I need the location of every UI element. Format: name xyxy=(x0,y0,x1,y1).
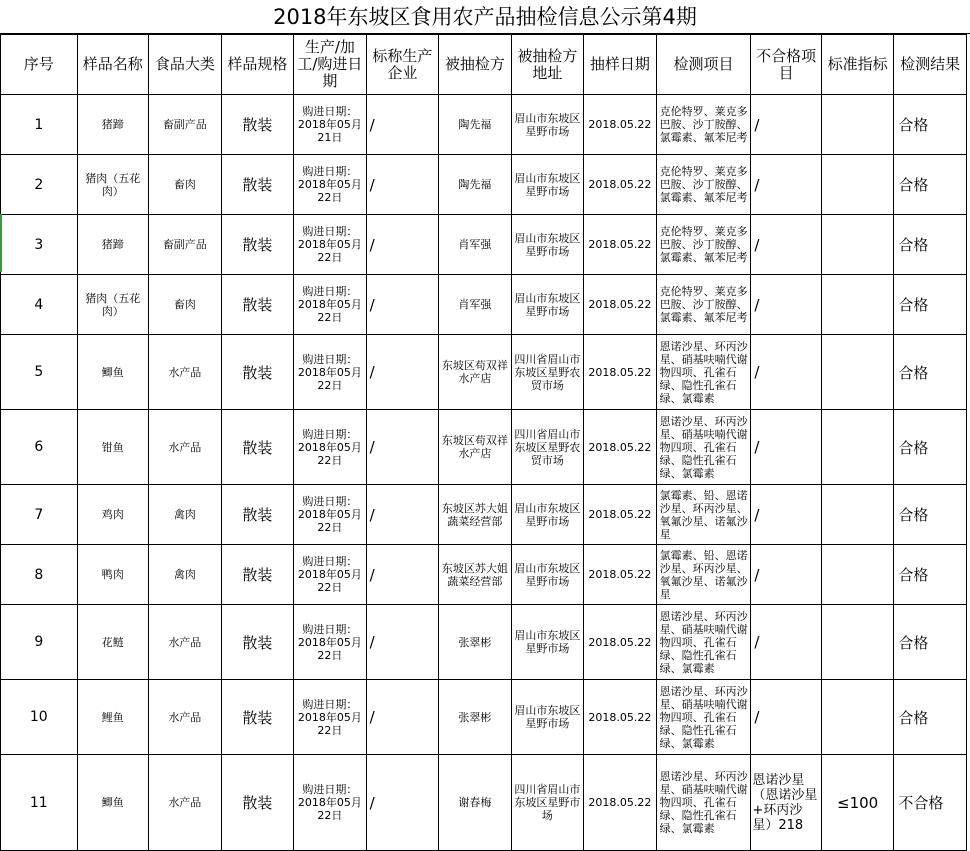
sampled-address-cell: 四川省眉山市东坡区星野市场 xyxy=(511,755,584,851)
test-items-cell: 恩诺沙星、环丙沙星、硝基呋喃代谢物四项、孔雀石绿、隐性孔雀石绿、氯霉素 xyxy=(656,605,751,680)
unqualified-item-cell: / xyxy=(751,410,822,485)
header-cell: 样品规格 xyxy=(221,35,294,95)
header-cell: 抽样日期 xyxy=(584,35,657,95)
standard-limit-cell xyxy=(821,335,894,410)
row-number-cell: 10 xyxy=(1,680,78,755)
row-selection-marker xyxy=(0,214,2,272)
header-cell: 检测结果 xyxy=(894,35,967,95)
sample-spec-cell: 散装 xyxy=(221,335,294,410)
test-items-cell: 克伦特罗、莱克多巴胺、沙丁胺醇、氯霉素、氟苯尼考 xyxy=(656,95,751,155)
sample-name-cell: 猪肉（五花肉） xyxy=(77,275,149,335)
sample-name-cell: 鸭肉 xyxy=(77,545,149,605)
sample-name-cell: 猪蹄 xyxy=(77,215,149,275)
header-cell: 序号 xyxy=(1,35,78,95)
unqualified-item-cell: / xyxy=(751,95,822,155)
food-category-cell: 畜肉 xyxy=(149,275,222,335)
food-category-cell: 水产品 xyxy=(149,680,222,755)
sample-name-cell: 鲫鱼 xyxy=(77,755,149,851)
header-cell: 被抽检方地址 xyxy=(511,35,584,95)
sample-spec-cell: 散装 xyxy=(221,485,294,545)
sample-name-cell: 钳鱼 xyxy=(77,410,149,485)
test-items-cell: 恩诺沙星、环丙沙星、硝基呋喃代谢物四项、孔雀石绿、隐性孔雀石绿、氯霉素 xyxy=(656,335,751,410)
producer-cell: / xyxy=(366,155,439,215)
sample-spec-cell: 散装 xyxy=(221,215,294,275)
producer-cell: / xyxy=(366,680,439,755)
sample-spec-cell: 散装 xyxy=(221,545,294,605)
header-cell: 被抽检方 xyxy=(439,35,512,95)
sample-spec-cell: 散装 xyxy=(221,410,294,485)
sampling-date-cell: 2018.05.22 xyxy=(584,605,657,680)
purchase-date-cell: 购进日期：2018年05月22日 xyxy=(294,275,367,335)
sampled-party-cell: 东坡区苟双祥水产店 xyxy=(439,410,512,485)
row-number-cell: 11 xyxy=(1,755,78,851)
header-cell: 检测项目 xyxy=(656,35,751,95)
standard-limit-cell xyxy=(821,95,894,155)
standard-limit-cell xyxy=(821,410,894,485)
sampled-party-cell: 陶先福 xyxy=(439,155,512,215)
food-category-cell: 水产品 xyxy=(149,410,222,485)
sample-spec-cell: 散装 xyxy=(221,605,294,680)
row-number-cell: 4 xyxy=(1,275,78,335)
sampled-address-cell: 眉山市东坡区星野市场 xyxy=(511,275,584,335)
sample-name-cell: 猪蹄 xyxy=(77,95,149,155)
row-number-cell: 1 xyxy=(1,95,78,155)
sampled-address-cell: 眉山市东坡区星野市场 xyxy=(511,95,584,155)
header-row xyxy=(1,35,967,95)
food-category-cell: 畜副产品 xyxy=(149,95,222,155)
test-result-cell: 不合格 xyxy=(894,755,967,851)
sampled-address-cell: 眉山市东坡区星野市场 xyxy=(511,680,584,755)
sampling-date-cell: 2018.05.22 xyxy=(584,680,657,755)
sample-spec-cell: 散装 xyxy=(221,155,294,215)
unqualified-item-cell: 恩诺沙星（恩诺沙星+环丙沙星）218 xyxy=(751,755,822,851)
unqualified-item-cell: / xyxy=(751,545,822,605)
standard-limit-cell xyxy=(821,545,894,605)
test-result-cell: 合格 xyxy=(894,485,967,545)
row-number-cell: 5 xyxy=(1,335,78,410)
standard-limit-cell xyxy=(821,155,894,215)
header-cell: 食品大类 xyxy=(149,35,222,95)
sampling-date-cell: 2018.05.22 xyxy=(584,155,657,215)
sampled-address-cell: 眉山市东坡区星野市场 xyxy=(511,605,584,680)
purchase-date-cell: 购进日期：2018年05月22日 xyxy=(294,215,367,275)
table-row xyxy=(1,155,967,215)
test-items-cell: 克伦特罗、莱克多巴胺、沙丁胺醇、氯霉素、氟苯尼考 xyxy=(656,215,751,275)
header-cell: 样品名称 xyxy=(77,35,149,95)
table-row xyxy=(1,755,967,851)
food-category-cell: 畜肉 xyxy=(149,155,222,215)
sampled-party-cell: 东坡区苏大姐蔬菜经营部 xyxy=(439,485,512,545)
standard-limit-cell xyxy=(821,680,894,755)
sampled-address-cell: 眉山市东坡区星野市场 xyxy=(511,545,584,605)
sampling-date-cell: 2018.05.22 xyxy=(584,485,657,545)
unqualified-item-cell: / xyxy=(751,275,822,335)
sampled-party-cell: 东坡区苟双祥水产店 xyxy=(439,335,512,410)
food-category-cell: 水产品 xyxy=(149,605,222,680)
standard-limit-cell: ≤100 xyxy=(821,755,894,851)
purchase-date-cell: 购进日期：2018年05月21日 xyxy=(294,95,367,155)
test-result-cell: 合格 xyxy=(894,335,967,410)
sampling-date-cell: 2018.05.22 xyxy=(584,335,657,410)
test-items-cell: 恩诺沙星、环丙沙星、硝基呋喃代谢物四项、孔雀石绿、隐性孔雀石绿、氯霉素 xyxy=(656,755,751,851)
sample-name-cell: 花鲢 xyxy=(77,605,149,680)
sample-spec-cell: 散装 xyxy=(221,95,294,155)
sample-name-cell: 鸡肉 xyxy=(77,485,149,545)
food-category-cell: 水产品 xyxy=(149,335,222,410)
unqualified-item-cell: / xyxy=(751,155,822,215)
sample-spec-cell: 散装 xyxy=(221,680,294,755)
sampled-address-cell: 眉山市东坡区星野市场 xyxy=(511,485,584,545)
table-row xyxy=(1,605,967,680)
producer-cell: / xyxy=(366,755,439,851)
sampled-address-cell: 四川省眉山市东坡区星野农贸市场 xyxy=(511,335,584,410)
producer-cell: / xyxy=(366,545,439,605)
row-number-cell: 9 xyxy=(1,605,78,680)
producer-cell: / xyxy=(366,485,439,545)
row-number-cell: 8 xyxy=(1,545,78,605)
sample-name-cell: 猪肉（五花肉） xyxy=(77,155,149,215)
sample-name-cell: 鲤鱼 xyxy=(77,680,149,755)
test-result-cell: 合格 xyxy=(894,215,967,275)
test-items-cell: 克伦特罗、莱克多巴胺、沙丁胺醇、氯霉素、氟苯尼考 xyxy=(656,155,751,215)
test-items-cell: 氯霉素、铅、恩诺沙星、环丙沙星、氧氟沙星、诺氟沙星 xyxy=(656,485,751,545)
test-result-cell: 合格 xyxy=(894,605,967,680)
row-number-cell: 2 xyxy=(1,155,78,215)
standard-limit-cell xyxy=(821,275,894,335)
unqualified-item-cell: / xyxy=(751,485,822,545)
test-result-cell: 合格 xyxy=(894,410,967,485)
test-result-cell: 合格 xyxy=(894,545,967,605)
table-row xyxy=(1,485,967,545)
sampling-date-cell: 2018.05.22 xyxy=(584,545,657,605)
sampled-address-cell: 四川省眉山市东坡区星野农贸市场 xyxy=(511,410,584,485)
food-category-cell: 禽肉 xyxy=(149,545,222,605)
standard-limit-cell xyxy=(821,215,894,275)
inspection-table xyxy=(0,34,967,851)
unqualified-item-cell: / xyxy=(751,335,822,410)
purchase-date-cell: 购进日期：2018年05月22日 xyxy=(294,335,367,410)
purchase-date-cell: 购进日期：2018年05月22日 xyxy=(294,680,367,755)
sampled-address-cell: 眉山市东坡区星野市场 xyxy=(511,215,584,275)
sampling-date-cell: 2018.05.22 xyxy=(584,755,657,851)
unqualified-item-cell: / xyxy=(751,680,822,755)
sampled-party-cell: 东坡区苏大姐蔬菜经营部 xyxy=(439,545,512,605)
table-row xyxy=(1,545,967,605)
unqualified-item-cell: / xyxy=(751,215,822,275)
sample-spec-cell: 散装 xyxy=(221,275,294,335)
producer-cell: / xyxy=(366,605,439,680)
sampling-date-cell: 2018.05.22 xyxy=(584,275,657,335)
header-cell: 生产/加工/购进日期 xyxy=(294,35,367,95)
sampled-party-cell: 肖军强 xyxy=(439,275,512,335)
row-number-cell: 3 xyxy=(1,215,78,275)
sample-name-cell: 鲫鱼 xyxy=(77,335,149,410)
purchase-date-cell: 购进日期：2018年05月22日 xyxy=(294,410,367,485)
purchase-date-cell: 购进日期：2018年05月22日 xyxy=(294,485,367,545)
test-items-cell: 克伦特罗、莱克多巴胺、沙丁胺醇、氯霉素、氟苯尼考 xyxy=(656,275,751,335)
sampled-party-cell: 张翠彬 xyxy=(439,605,512,680)
sampled-party-cell: 陶先福 xyxy=(439,95,512,155)
table-row xyxy=(1,95,967,155)
purchase-date-cell: 购进日期：2018年05月22日 xyxy=(294,545,367,605)
row-number-cell: 6 xyxy=(1,410,78,485)
standard-limit-cell xyxy=(821,485,894,545)
test-result-cell: 合格 xyxy=(894,680,967,755)
producer-cell: / xyxy=(366,215,439,275)
header-cell: 不合格项目 xyxy=(751,35,822,95)
producer-cell: / xyxy=(366,335,439,410)
food-category-cell: 畜副产品 xyxy=(149,215,222,275)
purchase-date-cell: 购进日期：2018年05月22日 xyxy=(294,755,367,851)
sample-spec-cell: 散装 xyxy=(221,755,294,851)
test-result-cell: 合格 xyxy=(894,155,967,215)
food-category-cell: 水产品 xyxy=(149,755,222,851)
purchase-date-cell: 购进日期：2018年05月22日 xyxy=(294,605,367,680)
sampled-party-cell: 张翠彬 xyxy=(439,680,512,755)
test-result-cell: 合格 xyxy=(894,95,967,155)
header-cell: 标准指标 xyxy=(821,35,894,95)
producer-cell: / xyxy=(366,275,439,335)
sampling-date-cell: 2018.05.22 xyxy=(584,95,657,155)
standard-limit-cell xyxy=(821,605,894,680)
table-row xyxy=(1,275,967,335)
purchase-date-cell: 购进日期：2018年05月22日 xyxy=(294,155,367,215)
producer-cell: / xyxy=(366,410,439,485)
sampled-address-cell: 眉山市东坡区星野市场 xyxy=(511,155,584,215)
food-category-cell: 禽肉 xyxy=(149,485,222,545)
sampled-party-cell: 肖军强 xyxy=(439,215,512,275)
table-row xyxy=(1,215,967,275)
producer-cell: / xyxy=(366,95,439,155)
table-row xyxy=(1,680,967,755)
test-result-cell: 合格 xyxy=(894,275,967,335)
table-row xyxy=(1,335,967,410)
table-row xyxy=(1,410,967,485)
test-items-cell: 恩诺沙星、环丙沙星、硝基呋喃代谢物四项、孔雀石绿、隐性孔雀石绿、氯霉素 xyxy=(656,680,751,755)
unqualified-item-cell: / xyxy=(751,605,822,680)
test-items-cell: 恩诺沙星、环丙沙星、硝基呋喃代谢物四项、孔雀石绿、隐性孔雀石绿、氯霉素 xyxy=(656,410,751,485)
test-items-cell: 氯霉素、铅、恩诺沙星、环丙沙星、氧氟沙星、诺氟沙星 xyxy=(656,545,751,605)
row-number-cell: 7 xyxy=(1,485,78,545)
sampling-date-cell: 2018.05.22 xyxy=(584,410,657,485)
page-title: 2018年东坡区食用农产品抽检信息公示第4期 xyxy=(0,0,970,34)
sampling-date-cell: 2018.05.22 xyxy=(584,215,657,275)
header-cell: 标称生产企业 xyxy=(366,35,439,95)
sampled-party-cell: 谢春梅 xyxy=(439,755,512,851)
